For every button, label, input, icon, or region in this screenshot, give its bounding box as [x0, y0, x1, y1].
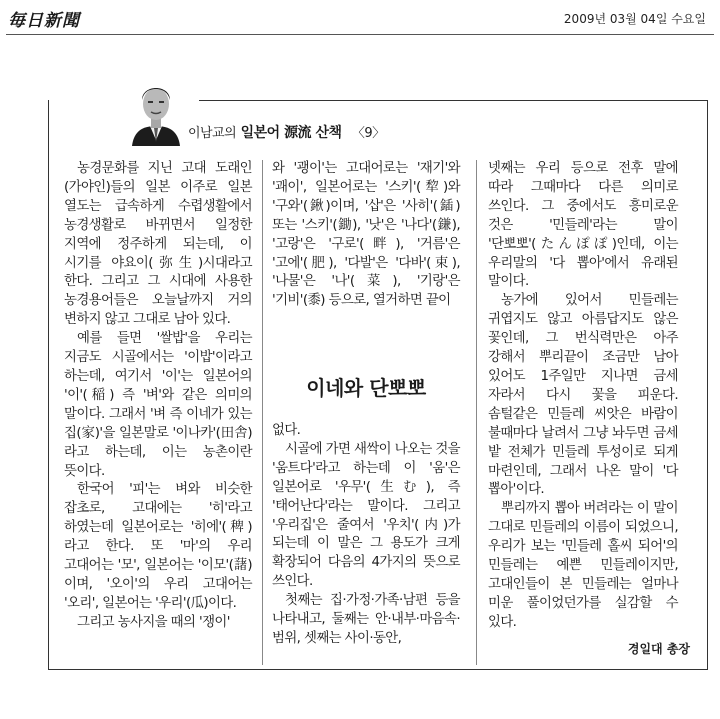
masthead [0, 0, 720, 36]
author-name: 이남교의 [188, 126, 237, 141]
title-part1: 일본어 [240, 125, 280, 141]
paragraph: 없다. [272, 423, 301, 438]
paragraph: 뿌리까지 뽑아 버려라는 이 말이 그대로 민들레의 이름이 되었으니, 우리가 보는 '민들레 홀씨 되어'의 민들레는 예쁜 민들레이지만, 고대인들이 본 민들레는 얼마나 미운 풀이었던가를 실감할 수 있다. [488, 501, 678, 630]
article-column-1 [64, 160, 252, 633]
column-divider [476, 160, 477, 665]
author-byline: 경일대 총장 [627, 642, 690, 656]
article-column-3 [488, 160, 678, 633]
article-column-2-top [272, 160, 460, 311]
paragraph: 한국어 '피'는 벼와 비슷한 잡초로, 고대에는 '히'라고 하였는데 일본어로는 '히에'(稗)라고 한다. 또 '마'의 우리 고대어는 '모', 일본어는 '이모'(藷)이며, '오이'의 우리 고대어는 '오리', 일본어는 '우리'(瓜)이다. [64, 482, 252, 611]
paragraph: 와 '괭이'는 고대어로는 '재기'와 '괘이', 일본어로는 '스키'(犂)와 '구와'(鍬)이며, '삽'은 '사히'(鍤) 또는 '스키'(鋤), '낫'은 '나다'(鎌), '고랑'은 '구로'(畔), '거름'은 '고에'(肥), '다발'은 '다바'(束), '나물'은 '나'(菜), '기랑'은 '기비'(黍) 등으로, 열거하면 끝이 [272, 161, 460, 309]
article-column-2-bottom [272, 422, 460, 649]
paragraph: 농경문화를 지닌 고대 도래인(가야인)들의 일본 이주로 일본 열도는 급속하게 수렵생활에서 농경생활로 바뀌면서 일정한 지역에 정주하게 되는데, 이 시기를 야요이(弥生)시대라고 한다. 그리고 그 시대에 사용한 농경용어들은 오늘날까지 거의 변하지 않고 그대로 남아 있다. [64, 161, 252, 328]
paragraph: 그리고 농사지을 때의 '쟁이' [77, 614, 230, 630]
column-number: 〈9〉 [351, 126, 385, 141]
title-hanja: 源流 [284, 125, 312, 141]
title-part2: 산책 [315, 125, 342, 141]
paragraph: 농가에 있어서 민들레는 귀엽지도 않고 아름답지도 않은 꽃인데, 그 번식력만은 아주 강해서 뿌리끝이 조금만 남아 있어도 1주일만 지나면 금세 자라서 다시 꽃을 피운다. 솜털같은 민들레 씨앗은 바람이 불때마다 날려서 그냥 놔두면 금세 밭 전체가 민들레 투성이로 되게 마련인데, 그래서 나온 말이 '다 뽑아'이다. [488, 293, 678, 498]
column-series-title [188, 122, 385, 142]
paragraph: 첫째는 집·가정·가족·남편 등을 나타내고, 둘째는 안·내부·마음속·범위, 셋째는 사이·동안, [272, 593, 460, 646]
issue-date: 2009년 03월 04일 수요일 [563, 12, 706, 26]
paragraph: 넷째는 우리 등으로 전후 말에 따라 그때마다 다른 의미로 쓰인다. 그 중에서도 흥미로운 것은 '민들레'라는 말이 '단뽀뽀'(たんぽぽ)인데, 이는 우리말의 '다 뽑아'에서 유래된 말이다. [488, 161, 678, 290]
paragraph: 예를 들면 '쌀밥'을 우리는 지금도 시골에서는 '이밥'이라고 하는데, 여기서 '이'는 일본어의 '이'(稲) 즉 '벼'와 같은 의미의 말이다. 그래서 '벼 즉 이네가 있는 집(家)'을 일본말로 '이나카'(田舎)라고 하는데, 이는 농촌이란 뜻이다. [64, 331, 252, 479]
subheadline: 이네와 단뽀뽀 [306, 376, 426, 400]
masthead-divider [6, 34, 714, 35]
author-portrait [128, 76, 184, 146]
column-divider [262, 160, 263, 665]
paragraph: 시골에 가면 새싹이 나오는 것을 '움트다'라고 하는데 이 '움'은 일본어로 '우무'(生む), 즉 '태어난다'라는 말이다. 그리고 '우리집'은 줄여서 '우치'(内)가 되는데 이 말은 그 용도가 크게 확장되어 다음의 4가지의 뜻으로 쓰인다. [272, 441, 460, 590]
newspaper-logo: 毎日新聞 [8, 11, 80, 31]
